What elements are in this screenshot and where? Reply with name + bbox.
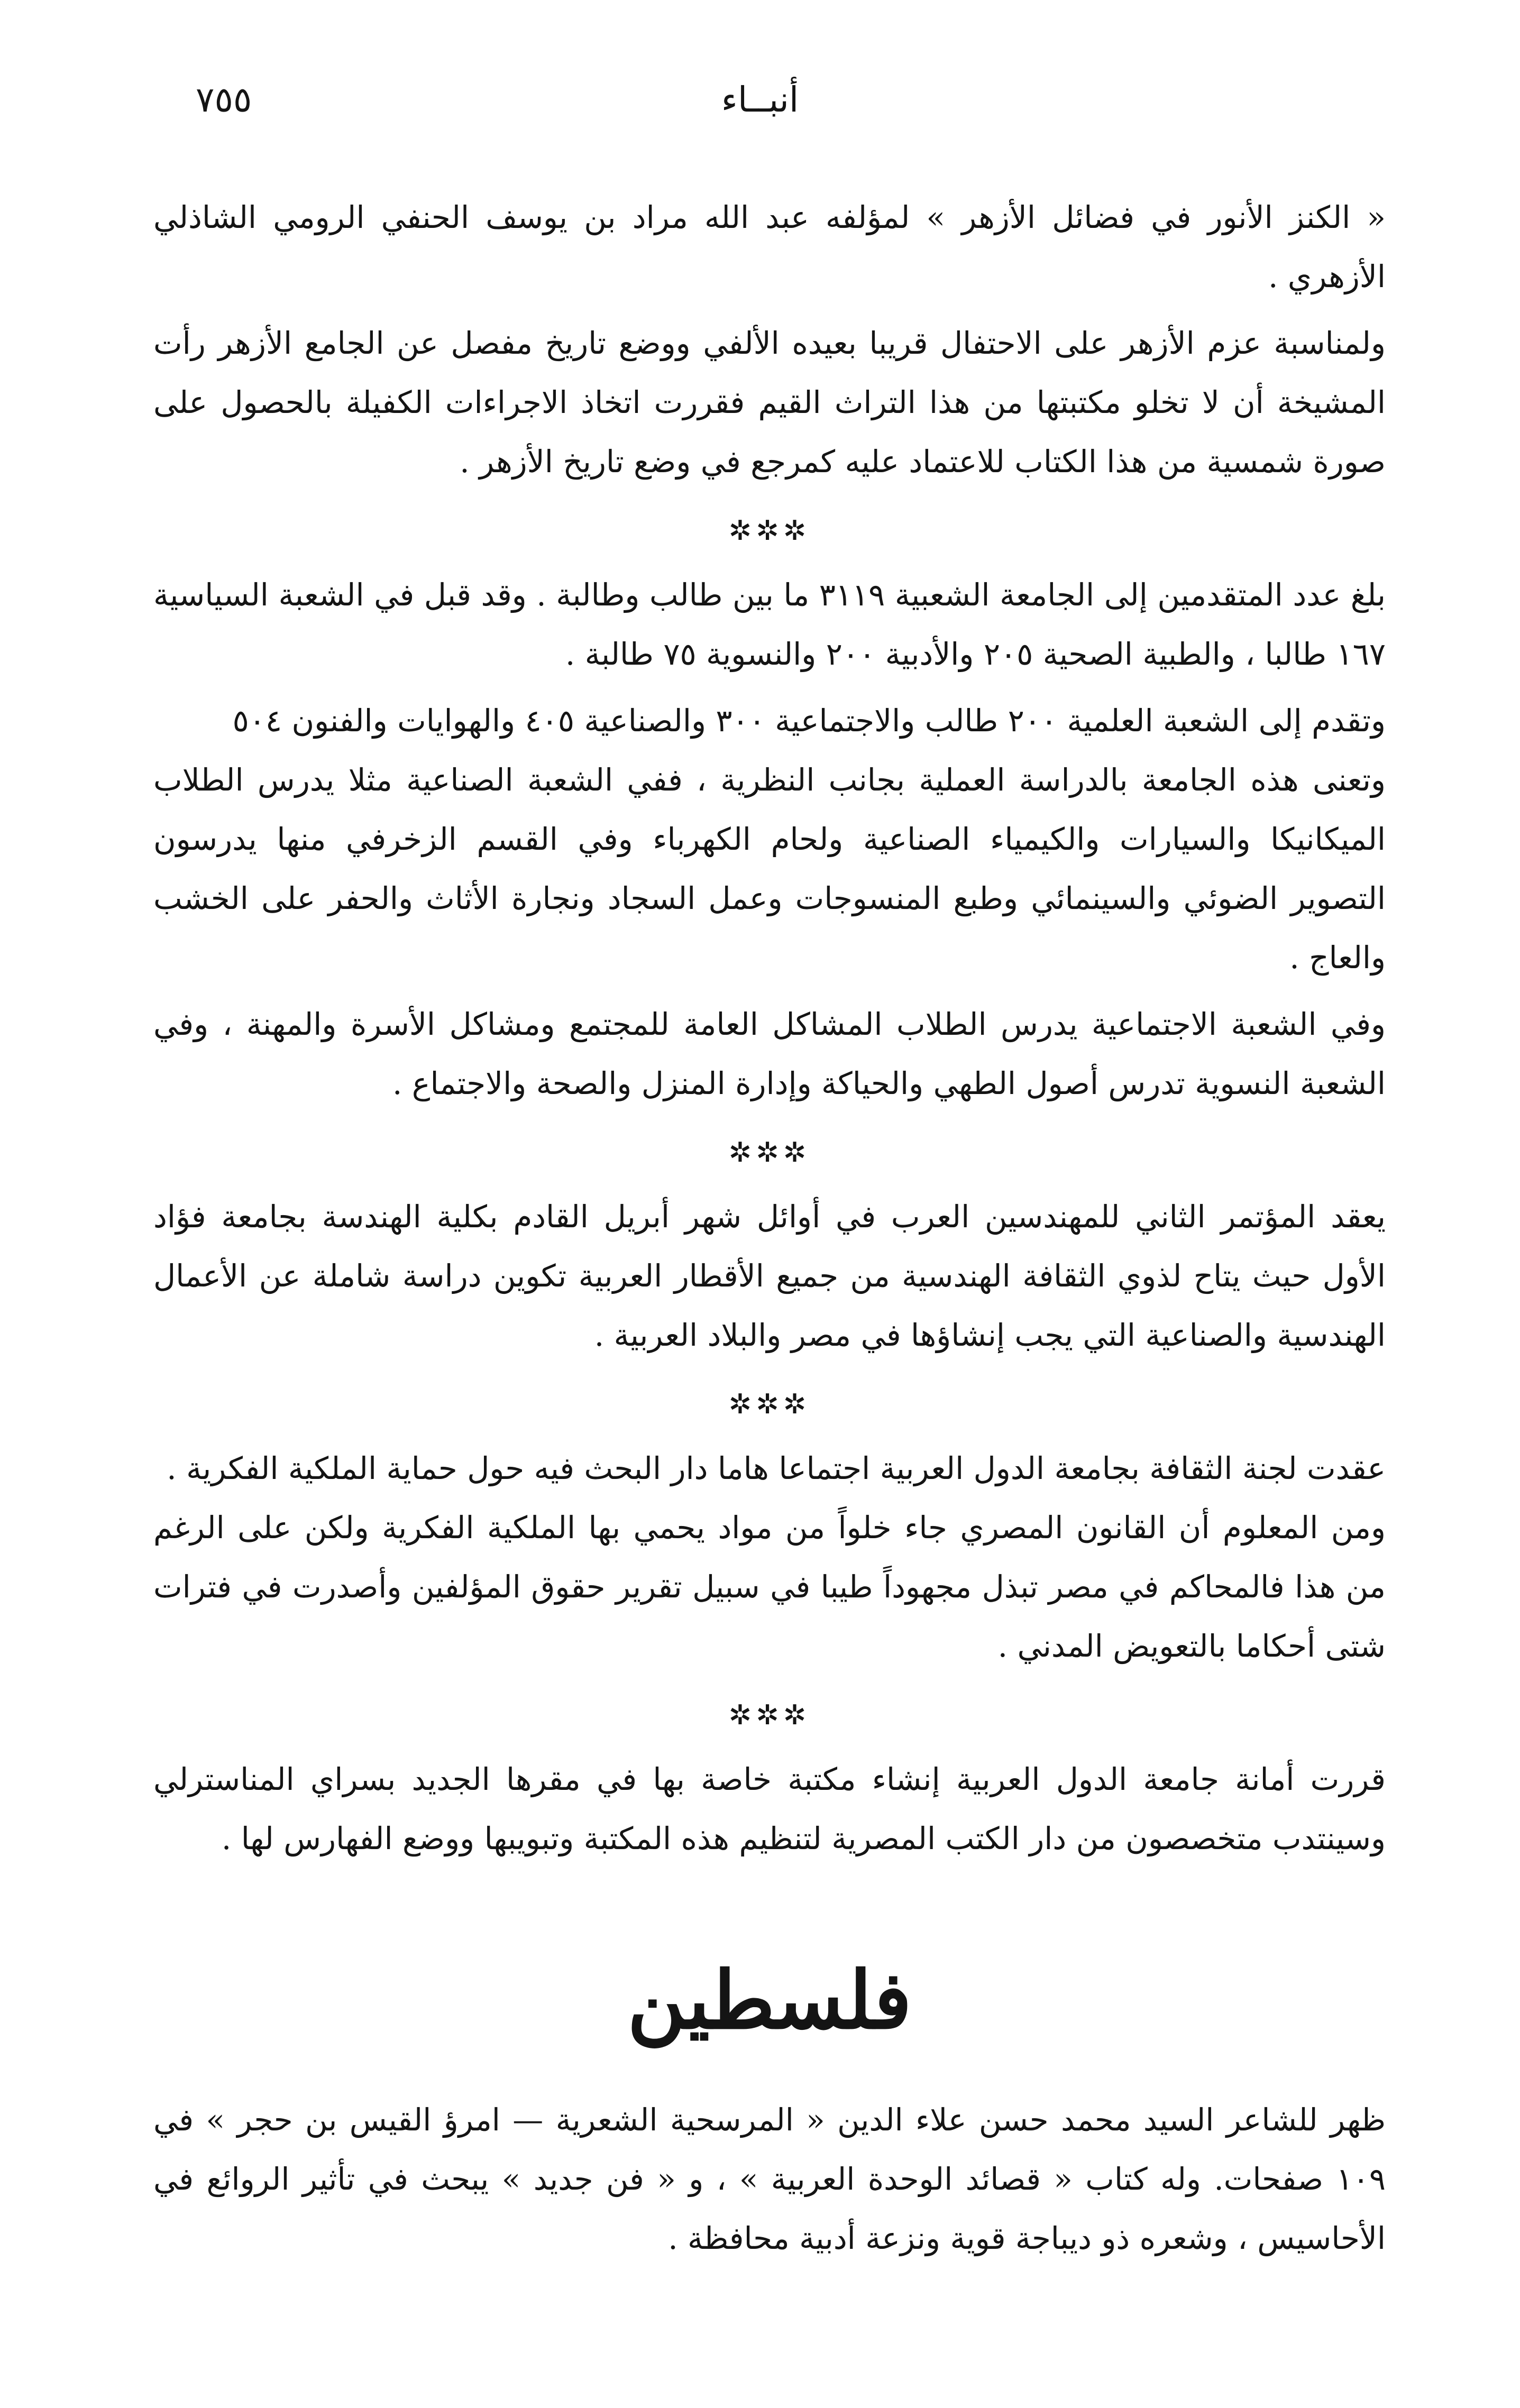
paragraph: وتعنى هذه الجامعة بالدراسة العملية بجانب النظرية ، ففي الشعبة الصناعية مثلا يدرس الطلاب الميكانيكا والسيارات والكيمياء الصناعية ولحام الكهرباء وفي القسم الزخرفي منها يدرسون التصوير الضوئي والسينمائي وطبع المنسوجات وعمل السجاد ونجارة الأثاث والحفر على الخشب والعاج . (153, 762, 1386, 976)
news-item-arab-league-library (153, 1750, 1386, 1868)
paragraph: قررت أمانة جامعة الدول العربية إنشاء مكتبة خاصة بها في مقرها الجديد بسراي المناسترلي وسينتدب متخصصون من دار الكتب المصرية لتنظيم هذه المكتبة وتبويبها ووضع الفهارس لها . (153, 1761, 1386, 1856)
paragraph: يعقد المؤتمر الثاني للمهندسين العرب في أوائل شهر أبريل القادم بكلية الهندسة بجامعة فؤاد الأول حيث يتاح لذوي الثقافة الهندسية من جميع الأقطار العربية تكوين دراسة شاملة عن الأعمال الهندسية والصناعية التي يجب إنشاؤها في مصر والبلاد العربية . (153, 1199, 1386, 1353)
news-item-palestine (153, 2090, 1386, 2268)
news-item-azhar-manuscript (153, 188, 1386, 491)
section-separator: ✲✲✲ (728, 1699, 811, 1731)
section-separator: ✲✲✲ (728, 1137, 811, 1169)
section-heading: فلسطين (627, 1954, 912, 2047)
page-number: ٧٥٥ (196, 79, 252, 120)
news-item-engineers-conference (153, 1187, 1386, 1365)
page-header (159, 79, 1361, 137)
paragraph: وتقدم إلى الشعبة العلمية ٢٠٠ طالب والاجتماعية ٣٠٠ والصناعية ٤٠٥ والهوايات والفنون ٥٠٤ (232, 703, 1386, 739)
paragraph: ظهر للشاعر السيد محمد حسن علاء الدين « المرسحية الشعرية — امرؤ القيس بن حجر » في ١٠٩ صفحات. وله كتاب « قصائد الوحدة العربية » ، و « فن جديد » يبحث في تأثير الروائع في الأحاسيس ، وشعره ذو ديباجة قوية ونزعة أدبية محافظة . (153, 2102, 1386, 2256)
news-item-popular-university (153, 565, 1386, 1113)
paragraph: وفي الشعبة الاجتماعية يدرس الطلاب المشاكل العامة للمجتمع ومشاكل الأسرة والمهنة ، وفي الشعبة النسوية تدرس أصول الطهي والحياكة وإدارة المنزل والصحة والاجتماع . (153, 1006, 1386, 1101)
news-item-intellectual-property (153, 1439, 1386, 1676)
paragraph: بلغ عدد المتقدمين إلى الجامعة الشعبية ٣١١٩ ما بين طالب وطالبة . وقد قبل في الشعبة السياسية ١٦٧ طالبا ، والطبية الصحية ٢٠٥ والأدبية ٢٠٠ والنسوية ٧٥ طالبة . (153, 577, 1386, 672)
section-separator: ✲✲✲ (728, 1389, 811, 1420)
section-separator: ✲✲✲ (728, 515, 811, 547)
paragraph: « الكنز الأنور في فضائل الأزهر » لمؤلفه عبد الله مراد بن يوسف الحنفي الرومي الشاذلي الأزهري . (153, 199, 1386, 295)
paragraph: ولمناسبة عزم الأزهر على الاحتفال قريبا بعيده الألفي ووضع تاريخ مفصل عن الجامع الأزهر رأت المشيخة أن لا تخلو مكتبتها من هذا التراث القيم فقررت اتخاذ الاجراءات الكفيلة بالحصول على صورة شمسية من هذا الكتاب للاعتماد عليه كمرجع في وضع تاريخ الأزهر . (153, 325, 1386, 480)
running-title: أنبــاء (721, 79, 799, 120)
page-body (153, 188, 1386, 2268)
paragraph: ومن المعلوم أن القانون المصري جاء خلواً من مواد يحمي بها الملكية الفكرية ولكن على الرغم من هذا فالمحاكم في مصر تبذل مجهوداً طيبا في سبيل تقرير حقوق المؤلفين وأصدرت في فترات شتى أحكاما بالتعويض المدني . (153, 1510, 1386, 1664)
paragraph: عقدت لجنة الثقافة بجامعة الدول العربية اجتماعا هاما دار البحث فيه حول حماية الملكية الفكرية . (167, 1450, 1386, 1486)
